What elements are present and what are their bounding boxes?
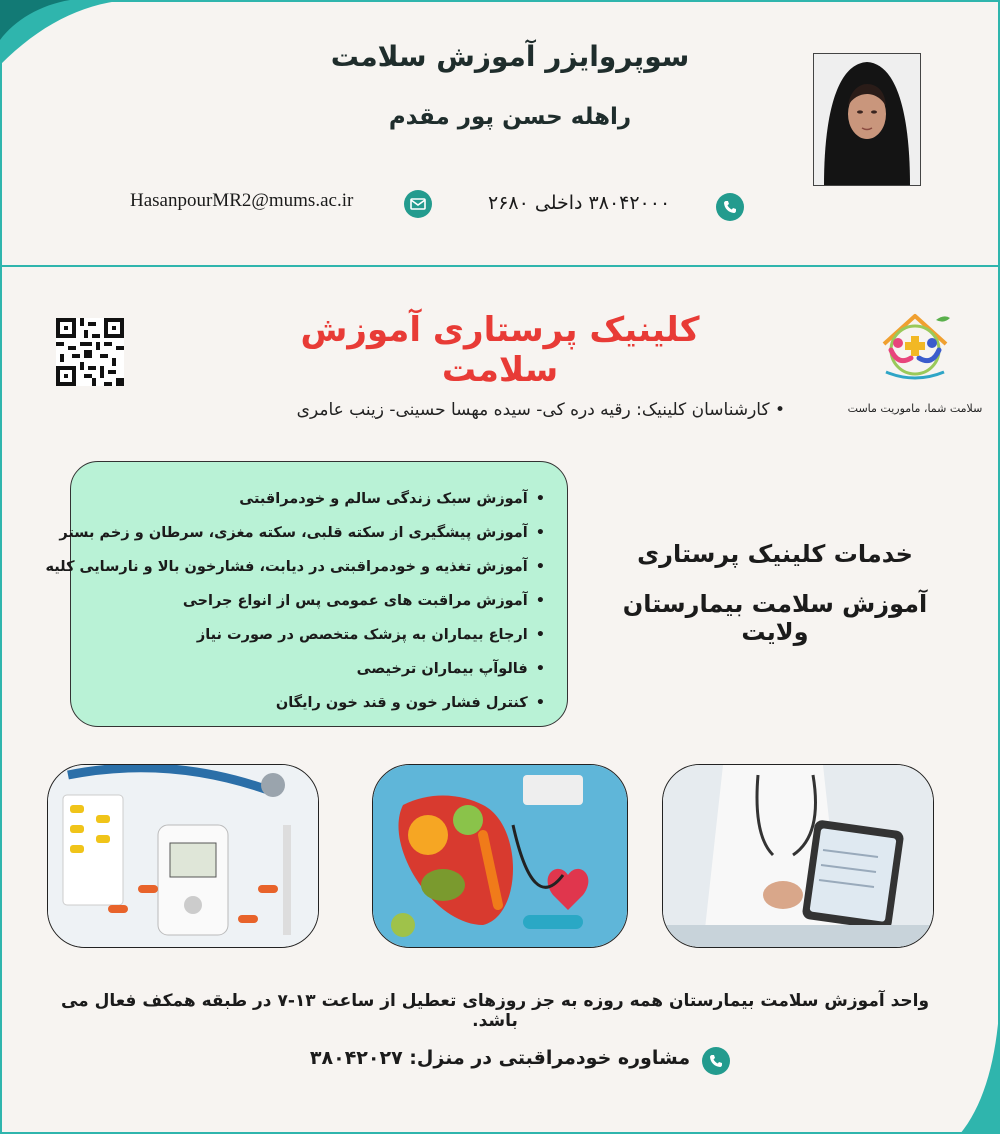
services-heading-line1: خدمات کلینیک پرستاری: [637, 540, 913, 568]
healthy-food-image: [372, 764, 628, 948]
doctor-tablet-image: [662, 764, 934, 948]
medical-supplies-image: [47, 764, 319, 948]
service-item: • آموزش تغذیه و خودمراقبتی در دیابت، فشارخون بالا و نارسایی کلیه: [71, 550, 545, 584]
phone-icon: [702, 1047, 730, 1075]
clinic-title: کلینیک پرستاری آموزش سلامت: [300, 310, 700, 390]
hours-notice: واحد آموزش سلامت بیمارستان همه روزه به جز روزهای تعطیل از ساعت ۱۳-۷ در طبقه همکف فعال می باشد.: [60, 991, 930, 1031]
clinic-staff: • کارشناسان کلینیک: رقیه دره کی- سیده مهسا حسینی- زینب عامری: [296, 400, 785, 420]
supervisor-photo: [813, 53, 921, 186]
services-list: [45, 462, 567, 720]
service-item: • آموزش مراقبت های عمومی پس از انواع جراحی: [71, 584, 545, 618]
clinic-logo: [876, 310, 954, 384]
home-consult-phone: مشاوره خودمراقبتی در منزل: ۳۸۰۴۲۰۲۷: [309, 1047, 691, 1069]
section-divider: [0, 265, 1000, 267]
supervisor-phone: ۳۸۰۴۲۰۰۰ داخلی ۲۶۸۰: [488, 192, 671, 214]
corner-decoration-top-left: [0, 0, 130, 70]
service-item: • آموزش پیشگیری از سکته قلبی، سکته مغزی، سرطان و زخم بستر: [71, 516, 545, 550]
phone-icon: [716, 193, 744, 221]
supervisor-email[interactable]: HasanpourMR2@mums.ac.ir: [130, 190, 354, 211]
service-item: • ارجاع بیماران به پزشک متخصص در صورت نیاز: [71, 618, 545, 652]
supervisor-name: راهله حسن پور مقدم: [388, 104, 632, 130]
service-item: • آموزش سبک زندگی سالم و خودمراقبتی: [71, 482, 545, 516]
services-heading-line2: آموزش سلامت بیمارستان ولایت: [622, 590, 928, 646]
service-item: • فالوآپ بیماران ترخیصی: [71, 652, 545, 686]
services-box: [45, 461, 568, 727]
service-item: • کنترل فشار خون و قند خون رایگان: [71, 686, 545, 720]
supervisor-title: سوپروایزر آموزش سلامت: [330, 40, 690, 73]
qr-code[interactable]: [56, 318, 124, 386]
mail-icon: [404, 190, 432, 218]
logo-caption: سلامت شما، ماموریت ماست: [847, 402, 983, 415]
corner-decoration-bottom-right: [960, 994, 1000, 1134]
